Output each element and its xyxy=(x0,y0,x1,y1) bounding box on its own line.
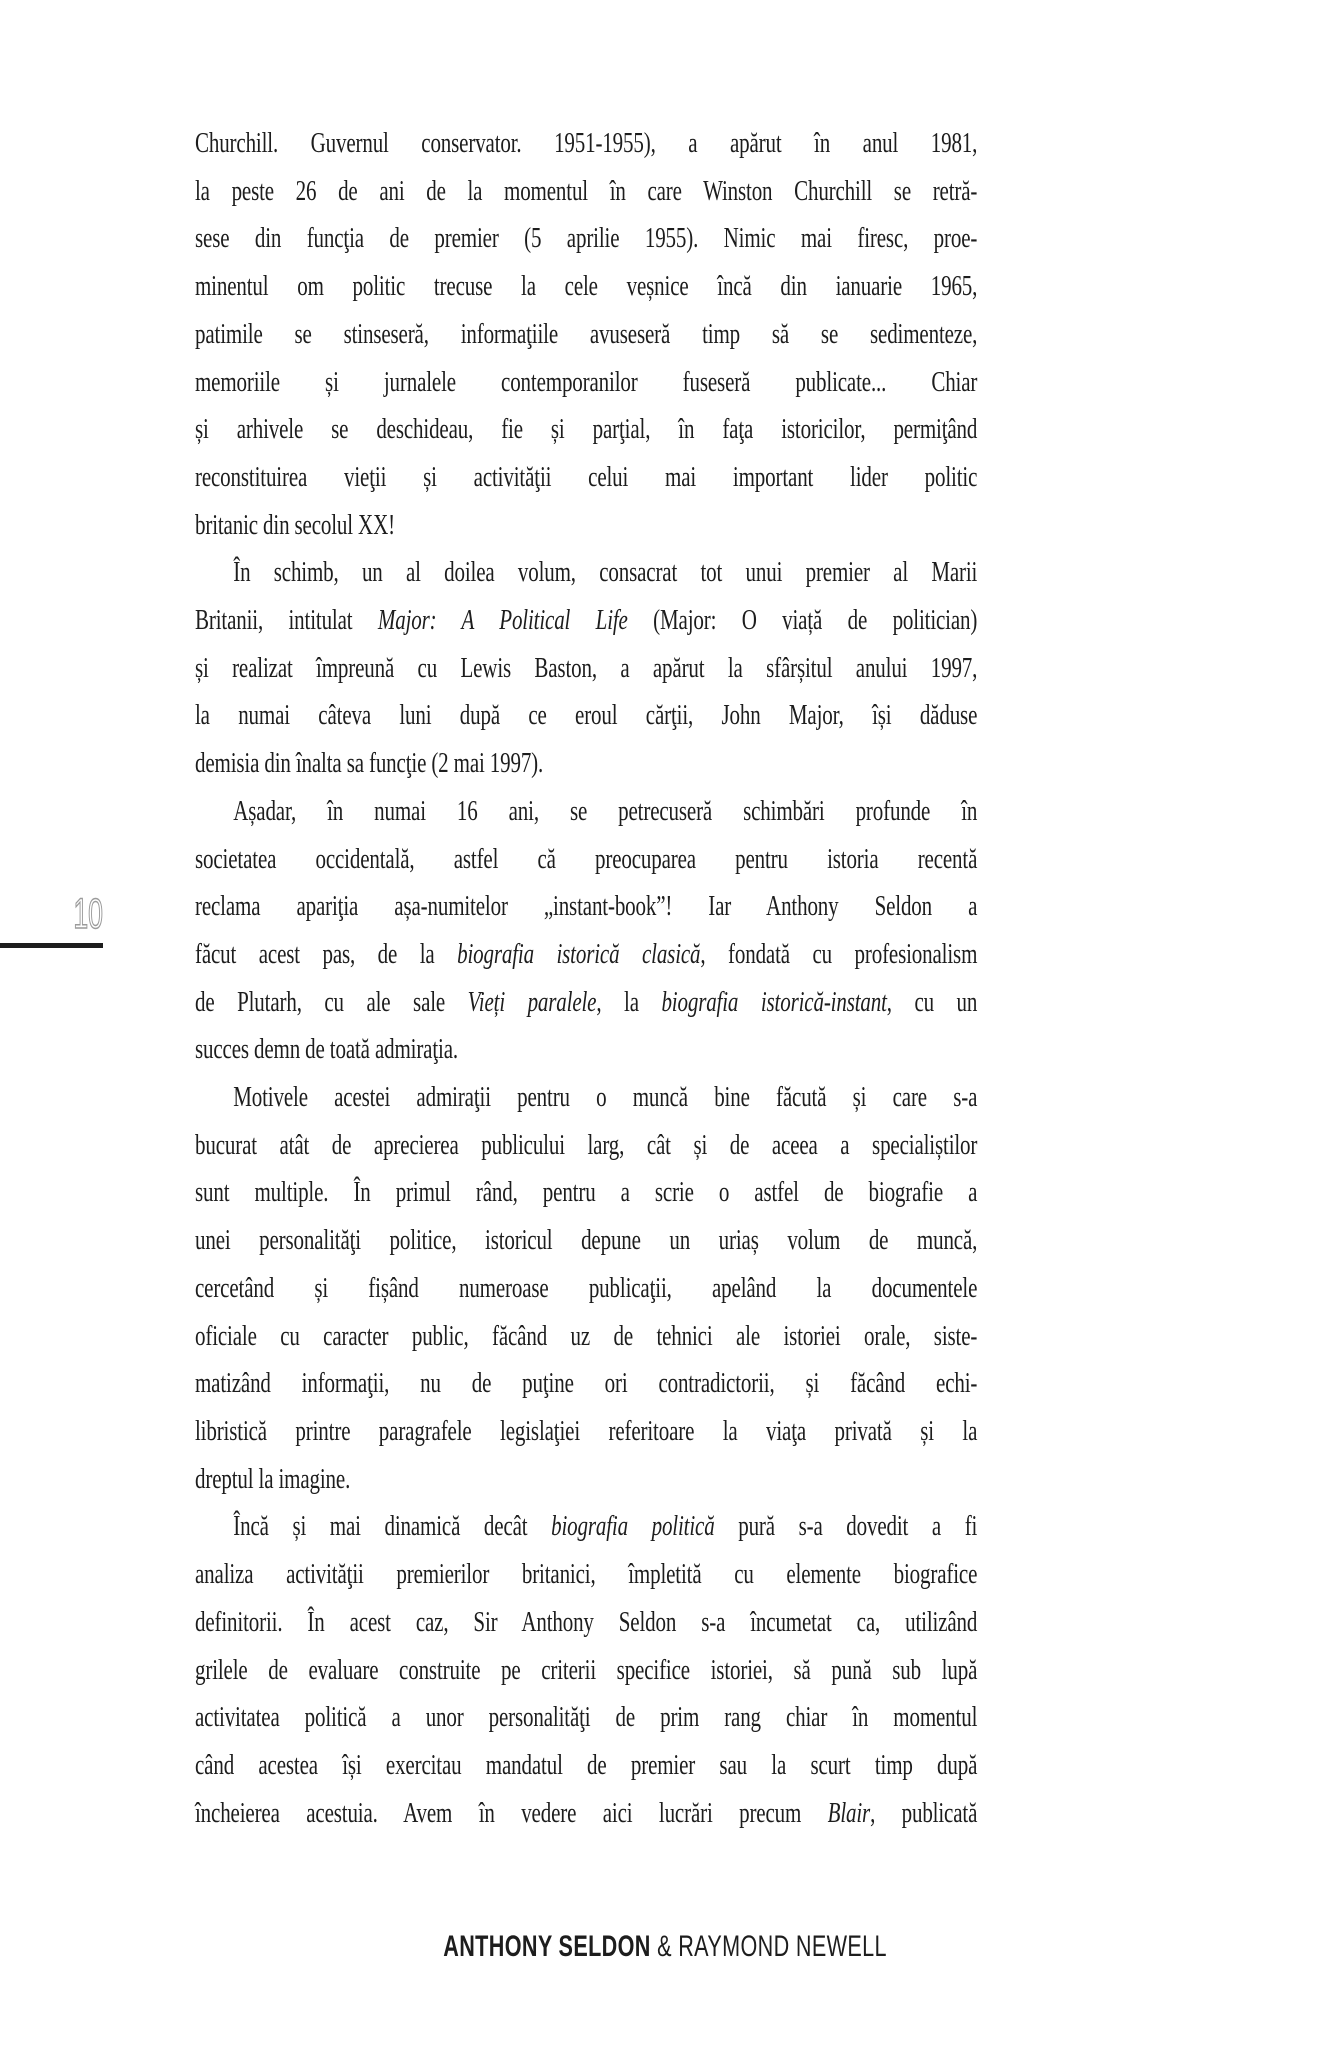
text-line xyxy=(195,406,977,454)
text-line xyxy=(195,692,977,740)
text-line xyxy=(195,454,977,502)
body-text: la peste 26 de ani de la momentul în care Winston Churchill se retră- xyxy=(195,175,978,207)
text-line xyxy=(195,979,977,1027)
text-line xyxy=(195,1122,977,1170)
text-line xyxy=(195,931,977,979)
italic-text: Major: A Political Life xyxy=(377,605,628,637)
body-text: analiza activităţii premierilor britanici, împletită cu elemente biografice xyxy=(195,1559,978,1591)
body-text: grilele de evaluare construite pe criterii specifice istoriei, să pună sub lupă xyxy=(195,1654,978,1686)
italic-text: Vieți paralele xyxy=(467,986,597,1018)
body-text: dreptul la imagine. xyxy=(195,1463,351,1495)
body-text: sunt multiple. În primul rând, pentru a scrie o astfel de biografie a xyxy=(195,1177,978,1209)
italic-text: biografia istorică-instant xyxy=(661,986,887,1018)
body-text: demisia din înalta sa funcţie (2 mai 1997). xyxy=(195,748,544,780)
body-text: pură s-a dovedit a fi xyxy=(714,1511,978,1543)
text-column xyxy=(195,120,977,1837)
footer-author-secondary: RAYMOND NEWELL xyxy=(678,1930,888,1963)
body-text: Britanii, intitulat xyxy=(195,605,378,637)
text-line xyxy=(195,883,977,931)
text-line xyxy=(195,549,977,597)
margin-rule xyxy=(0,943,103,948)
text-line xyxy=(195,1217,977,1265)
body-text: Motivele acestei admiraţii pentru o muncă bine făcută și care s-a xyxy=(233,1082,978,1114)
body-text: sese din funcţia de premier (5 aprilie 1955). Nimic mai firesc, proe- xyxy=(195,223,978,255)
body-text: În schimb, un al doilea volum, consacrat tot unui premier al Marii xyxy=(233,557,978,589)
body-text: cercetând și fișând numeroase publicaţii, apelând la documentele xyxy=(195,1272,978,1304)
body-text: la numai câteva luni după ce eroul cărţii, John Major, își dăduse xyxy=(195,700,978,732)
italic-text: biografia politică xyxy=(551,1511,715,1543)
text-line xyxy=(195,1456,977,1504)
text-line xyxy=(195,1599,977,1647)
body-text: , publicată xyxy=(870,1797,978,1829)
text-line xyxy=(195,1074,977,1122)
text-line xyxy=(195,1265,977,1313)
text-line xyxy=(195,120,977,168)
body-text: activitatea politică a unor personalităţi de prim rang chiar în momentul xyxy=(195,1702,978,1734)
text-line xyxy=(195,1647,977,1695)
text-line xyxy=(195,359,977,407)
body-text: (Major: O viață de politician) xyxy=(627,605,978,637)
text-line xyxy=(195,1694,977,1742)
body-text: , cu un xyxy=(886,986,978,1018)
body-text: succes demn de toată admiraţia. xyxy=(195,1034,458,1066)
text-line xyxy=(195,168,977,216)
body-text: oficiale cu caracter public, făcând uz de tehnici ale istoriei orale, siste- xyxy=(195,1320,978,1352)
body-text: Încă și mai dinamică decât xyxy=(233,1511,552,1543)
body-text: unei personalităţi politice, istoricul depune un uriaș volum de muncă, xyxy=(195,1225,978,1257)
body-text: matizând informaţii, nu de puţine ori contradictorii, și făcând echi- xyxy=(195,1368,978,1400)
body-text: și realizat împreună cu Lewis Baston, a apărut la sfârșitul anului 1997, xyxy=(195,652,978,684)
body-text: reconstituirea vieţii și activităţii celui mai important lider politic xyxy=(195,461,978,493)
text-line xyxy=(195,1551,977,1599)
body-text: minentul om politic trecuse la cele veșnice încă din ianuarie 1965, xyxy=(195,271,978,303)
body-text: libristică printre paragrafele legislaţiei referitoare la viaţa privată și la xyxy=(195,1415,978,1447)
text-line xyxy=(195,1408,977,1456)
text-line xyxy=(195,1742,977,1790)
body-text: patimile se stinseseră, informaţiile avuseseră timp să se sedimenteze, xyxy=(195,318,978,350)
body-text: bucurat atât de aprecierea publicului larg, cât și de aceea a specialiștilor xyxy=(195,1129,978,1161)
text-line xyxy=(195,215,977,263)
text-line xyxy=(195,1169,977,1217)
body-text: , la xyxy=(596,986,662,1018)
text-line xyxy=(195,740,977,788)
text-line xyxy=(195,1790,977,1838)
page-number: 10 xyxy=(73,890,103,938)
text-line xyxy=(195,263,977,311)
italic-text: biografia istorică clasică xyxy=(457,938,701,970)
body-text: definitorii. În acest caz, Sir Anthony Seldon s-a încumetat ca, utilizând xyxy=(195,1606,978,1638)
text-line xyxy=(195,311,977,359)
text-line xyxy=(195,645,977,693)
body-text: încheierea acestuia. Avem în vedere aici lucrări precum xyxy=(195,1797,828,1829)
body-text: britanic din secolul XX! xyxy=(195,509,395,541)
text-line xyxy=(195,1026,977,1074)
text-line xyxy=(195,597,977,645)
body-text: făcut acest pas, de la xyxy=(195,938,458,970)
body-text: de Plutarh, cu ale sale xyxy=(195,986,468,1018)
text-line xyxy=(195,1503,977,1551)
text-line xyxy=(195,788,977,836)
body-text: reclama apariţia așa-numitelor „instant-book”! Iar Anthony Seldon a xyxy=(195,891,978,923)
text-line xyxy=(195,1313,977,1361)
body-text: Churchill. Guvernul conservator. 1951-1955), a apărut în anul 1981, xyxy=(195,128,978,159)
text-line xyxy=(195,836,977,884)
footer-author-separator: & xyxy=(651,1930,679,1963)
text-line xyxy=(195,1360,977,1408)
body-text: și arhivele se deschideau, fie și parţial, în faţa istoricilor, permiţând xyxy=(195,414,978,446)
footer-author-primary: ANTHONY SELDON xyxy=(443,1930,652,1963)
italic-text: Blair xyxy=(827,1797,871,1829)
text-line xyxy=(195,502,977,550)
body-text: societatea occidentală, astfel că preocuparea pentru istoria recentă xyxy=(195,843,978,875)
running-footer-text xyxy=(444,1930,888,1964)
body-text: când acestea își exercitau mandatul de premier sau la scurt timp după xyxy=(195,1749,978,1781)
running-footer xyxy=(0,1930,1331,1964)
body-text: Așadar, în numai 16 ani, se petrecuseră schimbări profunde în xyxy=(233,795,978,827)
body-text: , fondată cu profesionalism xyxy=(700,938,978,970)
body-text: memoriile și jurnalele contemporanilor fuseseră publicate... Chiar xyxy=(195,366,978,398)
